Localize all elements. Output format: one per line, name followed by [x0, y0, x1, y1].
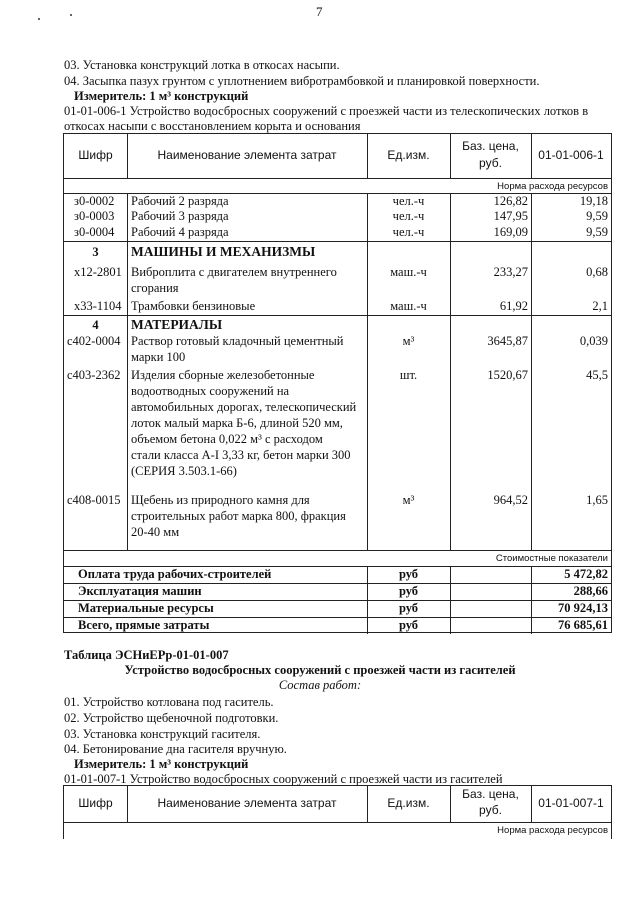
row-norm: 9,59	[586, 209, 608, 223]
row-norm: 45,5	[586, 368, 608, 382]
row-price: 126,82	[493, 194, 528, 208]
row-price: 61,92	[499, 299, 528, 313]
row-price: 3645,87	[487, 334, 528, 348]
total-unit: руб	[398, 601, 419, 615]
row-name-cont: (СЕРИЯ 3.503.1-66)	[131, 464, 237, 478]
section-title: МАТЕРИАЛЫ	[131, 317, 223, 332]
row-name-cont: объемом бетона 0,022 м³ с расходом	[131, 432, 323, 446]
header-code: Шифр	[78, 796, 113, 810]
row-unit: маш.-ч	[390, 265, 427, 279]
total-name: Эксплуатация машин	[78, 584, 202, 598]
header-code: Шифр	[78, 148, 113, 162]
row-name-cont: сгорания	[131, 281, 179, 295]
work-item: 01. Устройство котлована под гаситель.	[64, 695, 274, 709]
section-title: МАШИНЫ И МЕХАНИЗМЫ	[131, 244, 316, 259]
row-code: х12-2801	[74, 265, 122, 279]
header-norm-code: 01-01-006-1	[538, 148, 604, 162]
row-code: с402-0004	[67, 334, 121, 348]
section-number: 4	[92, 318, 99, 332]
row-code: з0-0004	[74, 225, 115, 239]
header-price-line1: Баз. цена,	[462, 139, 519, 153]
row-name: Изделия сборные железобетонные	[131, 368, 315, 382]
row-name: Виброплита с двигателем внутреннего	[131, 265, 337, 279]
total-value: 288,66	[573, 584, 608, 598]
row-unit: чел.-ч	[392, 194, 425, 208]
header-price-line2: руб.	[479, 803, 502, 817]
total-unit: руб	[398, 618, 419, 632]
row-code: х33-1104	[74, 299, 122, 313]
works-heading: Состав работ:	[278, 678, 362, 692]
row-unit: м³	[402, 334, 415, 348]
resource-table-2	[63, 785, 612, 839]
intro-line: 04. Засыпка пазух грунтом с уплотнением вибротрамбовкой и планировкой поверхности.	[64, 74, 540, 88]
header-price-line1: Баз. цена,	[462, 787, 519, 801]
row-name: Рабочий 3 разряда	[131, 209, 229, 223]
cost-label: Стоимостные показатели	[495, 553, 608, 564]
row-price: 964,52	[493, 493, 528, 507]
norm-label: Норма расхода ресурсов	[497, 181, 608, 192]
row-price: 169,09	[493, 225, 528, 239]
row-norm: 0,039	[579, 334, 608, 348]
row-norm: 9,59	[586, 225, 608, 239]
row-name-cont: водоотводных сооружений на	[131, 384, 290, 398]
row-price: 1520,67	[487, 368, 528, 382]
row-norm: 2,1	[592, 299, 608, 313]
row-code: з0-0002	[74, 194, 115, 208]
header-price-line2: руб.	[479, 156, 502, 170]
row-norm: 0,68	[586, 265, 608, 279]
row-price: 233,27	[493, 265, 528, 279]
meter-label: Измеритель: 1 м³ конструкций	[74, 89, 249, 103]
header-name: Наименование элемента затрат	[157, 796, 337, 810]
row-name-cont: автомобильных дорогах, телескопический	[131, 400, 357, 414]
resource-table	[63, 133, 612, 633]
total-name: Всего, прямые затраты	[78, 618, 210, 632]
work-item: 02. Устройство щебеночной подготовки.	[64, 711, 279, 725]
header-unit: Ед.изм.	[387, 148, 430, 162]
header-norm-code: 01-01-007-1	[538, 796, 604, 810]
row-unit: чел.-ч	[392, 225, 425, 239]
work-item: 03. Установка конструкций гасителя.	[64, 727, 261, 741]
row-price: 147,95	[493, 209, 528, 223]
row-norm: 19,18	[579, 194, 608, 208]
row-unit: шт.	[399, 368, 418, 382]
intro-line: 03. Установка конструкций лотка в откосах насыпи.	[64, 58, 340, 72]
scan-mark	[70, 14, 72, 16]
row-unit: чел.-ч	[392, 209, 425, 223]
item-title: 01-01-007-1 Устройство водосбросных сооружений с проезжей части из гасителей	[64, 772, 503, 786]
row-name-cont: строительных работ марка 800, фракция	[131, 509, 346, 523]
item-title: 01-01-006-1 Устройство водосбросных сооружений с проезжей части из телескопических лотков в	[64, 104, 589, 118]
total-value: 5 472,82	[564, 567, 608, 581]
total-name: Материальные ресурсы	[78, 601, 214, 615]
item-title-cont: откосах насыпи с восстановлением корыта и основания	[64, 119, 361, 133]
row-name: Рабочий 4 разряда	[131, 225, 229, 239]
row-name-cont: марки 100	[131, 350, 186, 364]
row-unit: маш.-ч	[390, 299, 427, 313]
total-value: 70 924,13	[558, 601, 608, 615]
total-unit: руб	[398, 584, 419, 598]
meter-label: Измеритель: 1 м³ конструкций	[74, 757, 249, 771]
work-item: 04. Бетонирование дна гасителя вручную.	[64, 742, 287, 756]
total-unit: руб	[398, 567, 419, 581]
row-code: с403-2362	[67, 368, 121, 382]
header-name: Наименование элемента затрат	[157, 148, 337, 162]
row-name-cont: 20-40 мм	[131, 525, 180, 539]
total-name: Оплата труда рабочих-строителей	[78, 567, 272, 581]
row-code: з0-0003	[74, 209, 115, 223]
row-name-cont: лоток малый марка Б-6, длиной 520 мм,	[131, 416, 343, 430]
row-unit: м³	[402, 493, 415, 507]
table2-subtitle: Устройство водосбросных сооружений с проезжей части из гасителей	[124, 663, 516, 677]
row-code: с408-0015	[67, 493, 121, 507]
row-name: Трамбовки бензиновые	[131, 299, 256, 313]
row-name: Раствор готовый кладочный цементный	[131, 334, 344, 348]
total-value: 76 685,61	[558, 618, 608, 632]
row-norm: 1,65	[586, 493, 608, 507]
row-name: Щебень из природного камня для	[131, 493, 310, 507]
header-unit: Ед.изм.	[387, 796, 430, 810]
norm-label: Норма расхода ресурсов	[497, 825, 608, 836]
row-name-cont: стали класса А-I 3,33 кг, бетон марки 300	[131, 448, 351, 462]
page-number: 7	[316, 4, 323, 19]
table2-title: Таблица ЭСНиЕРр-01-01-007	[64, 648, 229, 662]
section-number: 3	[92, 245, 99, 259]
row-name: Рабочий 2 разряда	[131, 194, 229, 208]
scan-mark	[38, 18, 40, 20]
